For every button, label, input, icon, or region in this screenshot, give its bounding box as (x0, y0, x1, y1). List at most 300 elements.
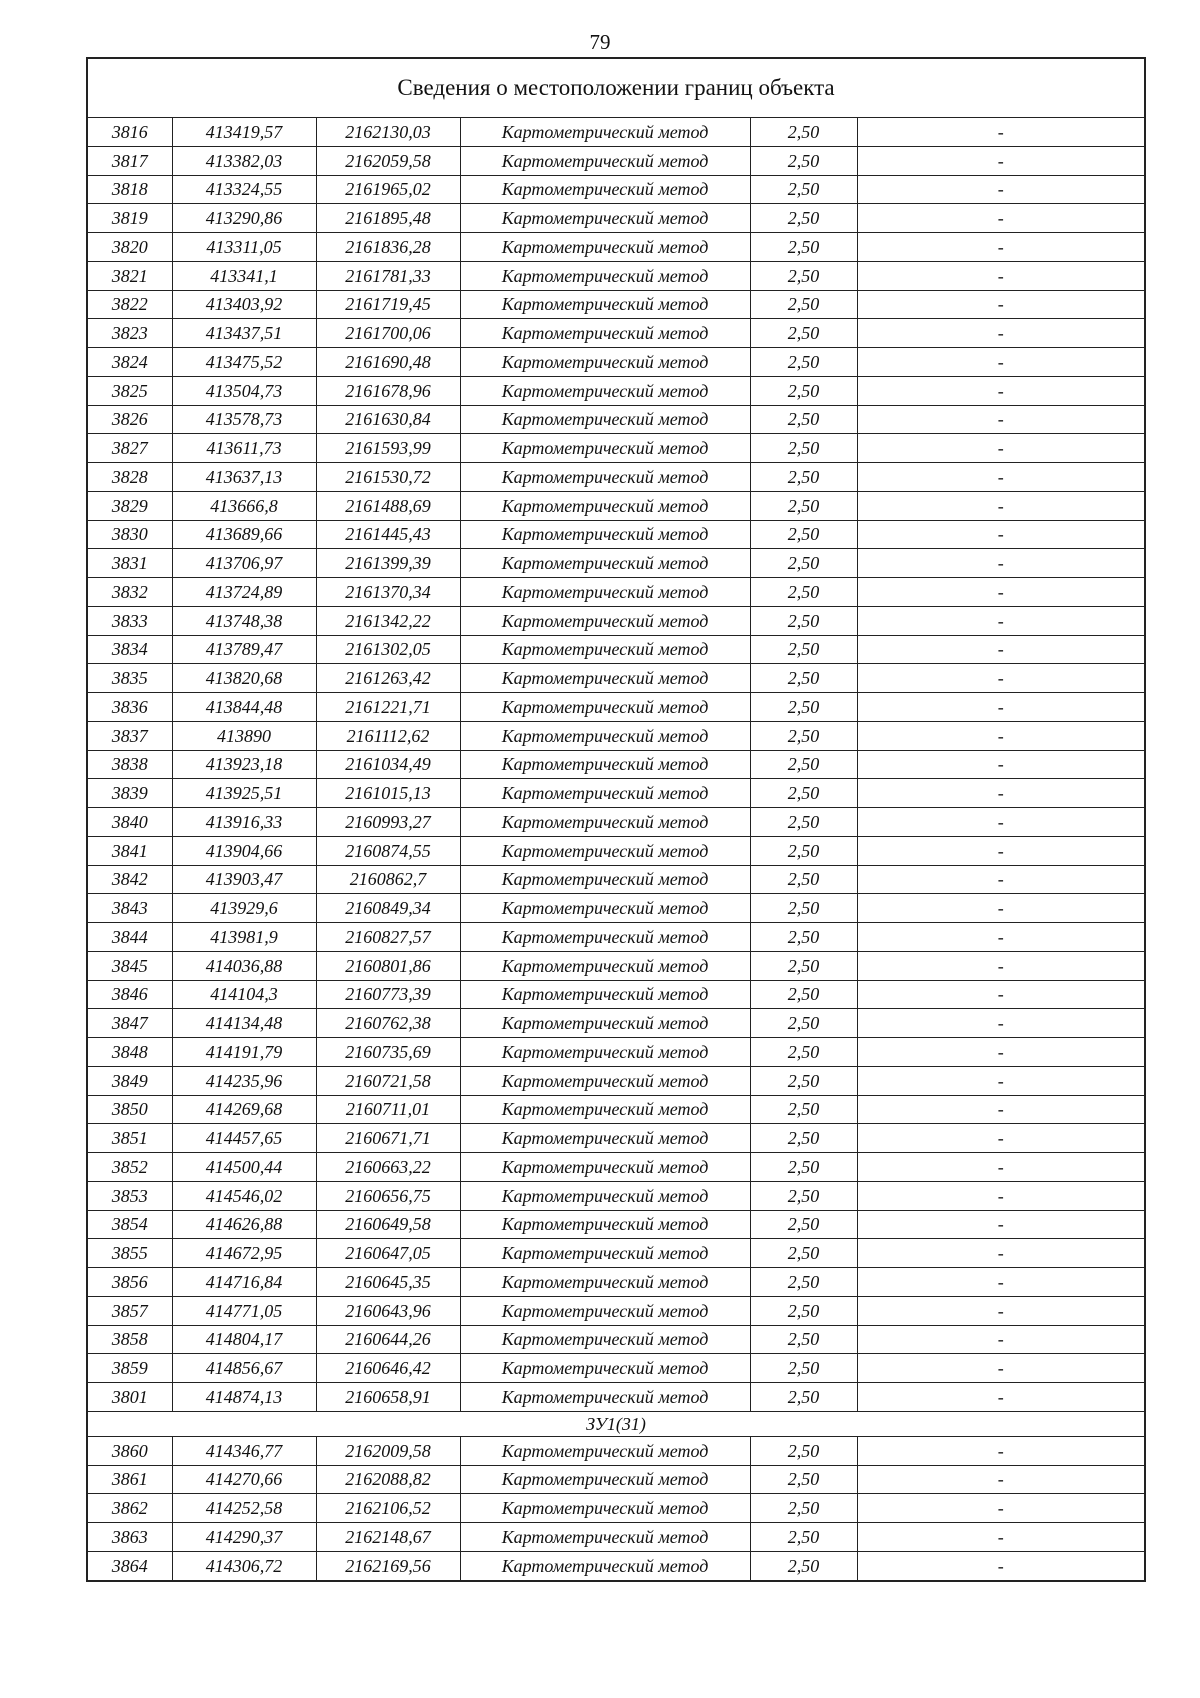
y-coordinate-cell: 2160645,35 (316, 1268, 460, 1297)
point-number-cell: 3816 (87, 118, 172, 147)
point-number-cell: 3831 (87, 549, 172, 578)
table-row (87, 146, 1145, 175)
accuracy-cell: 2,50 (750, 923, 857, 952)
x-coordinate-cell: 413890 (172, 721, 316, 750)
table-row (87, 951, 1145, 980)
y-coordinate-cell: 2162148,67 (316, 1523, 460, 1552)
point-number-cell: 3820 (87, 233, 172, 262)
description-cell: - (857, 1494, 1145, 1523)
y-coordinate-cell: 2160658,91 (316, 1383, 460, 1412)
point-number-cell: 3840 (87, 808, 172, 837)
method-cell: Картометрический метод (460, 980, 750, 1009)
description-cell: - (857, 750, 1145, 779)
y-coordinate-cell: 2160874,55 (316, 836, 460, 865)
accuracy-cell: 2,50 (750, 1296, 857, 1325)
description-cell: - (857, 808, 1145, 837)
point-number-cell: 3863 (87, 1523, 172, 1552)
accuracy-cell: 2,50 (750, 779, 857, 808)
x-coordinate-cell: 413903,47 (172, 865, 316, 894)
method-cell: Картометрический метод (460, 290, 750, 319)
point-number-cell: 3842 (87, 865, 172, 894)
y-coordinate-cell: 2161015,13 (316, 779, 460, 808)
table-row (87, 118, 1145, 147)
y-coordinate-cell: 2161370,34 (316, 578, 460, 607)
table-title: Сведения о местоположении границ объекта (87, 58, 1145, 118)
table-row (87, 491, 1145, 520)
table-row (87, 1239, 1145, 1268)
y-coordinate-cell: 2161399,39 (316, 549, 460, 578)
y-coordinate-cell: 2161488,69 (316, 491, 460, 520)
description-cell: - (857, 520, 1145, 549)
method-cell: Картометрический метод (460, 204, 750, 233)
point-number-cell: 3829 (87, 491, 172, 520)
description-cell: - (857, 1124, 1145, 1153)
method-cell: Картометрический метод (460, 808, 750, 837)
description-cell: - (857, 290, 1145, 319)
method-cell: Картометрический метод (460, 348, 750, 377)
table-row (87, 463, 1145, 492)
table-title-row (87, 58, 1145, 118)
table-row (87, 1296, 1145, 1325)
x-coordinate-cell: 413341,1 (172, 261, 316, 290)
point-number-cell: 3860 (87, 1436, 172, 1465)
table-row (87, 1523, 1145, 1552)
point-number-cell: 3826 (87, 405, 172, 434)
table-row (87, 635, 1145, 664)
point-number-cell: 3827 (87, 434, 172, 463)
y-coordinate-cell: 2162130,03 (316, 118, 460, 147)
table-row (87, 721, 1145, 750)
method-cell: Картометрический метод (460, 319, 750, 348)
y-coordinate-cell: 2162088,82 (316, 1465, 460, 1494)
table-row (87, 779, 1145, 808)
method-cell: Картометрический метод (460, 549, 750, 578)
accuracy-cell: 2,50 (750, 376, 857, 405)
accuracy-cell: 2,50 (750, 1009, 857, 1038)
description-cell: - (857, 146, 1145, 175)
table-row (87, 693, 1145, 722)
accuracy-cell: 2,50 (750, 261, 857, 290)
y-coordinate-cell: 2161445,43 (316, 520, 460, 549)
method-cell: Картометрический метод (460, 376, 750, 405)
accuracy-cell: 2,50 (750, 1325, 857, 1354)
point-number-cell: 3830 (87, 520, 172, 549)
x-coordinate-cell: 413929,6 (172, 894, 316, 923)
description-cell: - (857, 463, 1145, 492)
description-cell: - (857, 1009, 1145, 1038)
y-coordinate-cell: 2161895,48 (316, 204, 460, 233)
point-number-cell: 3835 (87, 664, 172, 693)
method-cell: Картометрический метод (460, 175, 750, 204)
method-cell: Картометрический метод (460, 1296, 750, 1325)
accuracy-cell: 2,50 (750, 463, 857, 492)
x-coordinate-cell: 414252,58 (172, 1494, 316, 1523)
y-coordinate-cell: 2162169,56 (316, 1551, 460, 1580)
point-number-cell: 3833 (87, 606, 172, 635)
x-coordinate-cell: 414626,88 (172, 1210, 316, 1239)
y-coordinate-cell: 2161034,49 (316, 750, 460, 779)
table-row (87, 520, 1145, 549)
method-cell: Картометрический метод (460, 606, 750, 635)
x-coordinate-cell: 414306,72 (172, 1551, 316, 1580)
y-coordinate-cell: 2160643,96 (316, 1296, 460, 1325)
accuracy-cell: 2,50 (750, 1494, 857, 1523)
y-coordinate-cell: 2160644,26 (316, 1325, 460, 1354)
point-number-cell: 3828 (87, 463, 172, 492)
x-coordinate-cell: 414716,84 (172, 1268, 316, 1297)
description-cell: - (857, 175, 1145, 204)
point-number-cell: 3819 (87, 204, 172, 233)
accuracy-cell: 2,50 (750, 348, 857, 377)
accuracy-cell: 2,50 (750, 520, 857, 549)
method-cell: Картометрический метод (460, 865, 750, 894)
table-row (87, 865, 1145, 894)
accuracy-cell: 2,50 (750, 1124, 857, 1153)
accuracy-cell: 2,50 (750, 1551, 857, 1580)
point-number-cell: 3853 (87, 1181, 172, 1210)
description-cell: - (857, 1181, 1145, 1210)
x-coordinate-cell: 414134,48 (172, 1009, 316, 1038)
point-number-cell: 3801 (87, 1383, 172, 1412)
description-cell: - (857, 1095, 1145, 1124)
accuracy-cell: 2,50 (750, 1038, 857, 1067)
x-coordinate-cell: 414269,68 (172, 1095, 316, 1124)
x-coordinate-cell: 413611,73 (172, 434, 316, 463)
point-number-cell: 3841 (87, 836, 172, 865)
description-cell: - (857, 779, 1145, 808)
method-cell: Картометрический метод (460, 1268, 750, 1297)
x-coordinate-cell: 413820,68 (172, 664, 316, 693)
accuracy-cell: 2,50 (750, 635, 857, 664)
table-row (87, 434, 1145, 463)
x-coordinate-cell: 413789,47 (172, 635, 316, 664)
x-coordinate-cell: 413706,97 (172, 549, 316, 578)
method-cell: Картометрический метод (460, 1436, 750, 1465)
y-coordinate-cell: 2161342,22 (316, 606, 460, 635)
description-cell: - (857, 836, 1145, 865)
accuracy-cell: 2,50 (750, 664, 857, 693)
y-coordinate-cell: 2160862,7 (316, 865, 460, 894)
table-row (87, 175, 1145, 204)
x-coordinate-cell: 413748,38 (172, 606, 316, 635)
x-coordinate-cell: 414036,88 (172, 951, 316, 980)
y-coordinate-cell: 2161700,06 (316, 319, 460, 348)
y-coordinate-cell: 2160663,22 (316, 1153, 460, 1182)
description-cell: - (857, 434, 1145, 463)
description-cell: - (857, 348, 1145, 377)
accuracy-cell: 2,50 (750, 1465, 857, 1494)
point-number-cell: 3856 (87, 1268, 172, 1297)
table-row (87, 1210, 1145, 1239)
accuracy-cell: 2,50 (750, 1181, 857, 1210)
x-coordinate-cell: 413437,51 (172, 319, 316, 348)
accuracy-cell: 2,50 (750, 175, 857, 204)
x-coordinate-cell: 414270,66 (172, 1465, 316, 1494)
y-coordinate-cell: 2161965,02 (316, 175, 460, 204)
description-cell: - (857, 1465, 1145, 1494)
accuracy-cell: 2,50 (750, 1268, 857, 1297)
description-cell: - (857, 491, 1145, 520)
table-row (87, 980, 1145, 1009)
table-row (87, 1009, 1145, 1038)
x-coordinate-cell: 413475,52 (172, 348, 316, 377)
point-number-cell: 3852 (87, 1153, 172, 1182)
x-coordinate-cell: 413504,73 (172, 376, 316, 405)
description-cell: - (857, 578, 1145, 607)
table-row (87, 1354, 1145, 1383)
method-cell: Картометрический метод (460, 1494, 750, 1523)
description-cell: - (857, 923, 1145, 952)
method-cell: Картометрический метод (460, 1210, 750, 1239)
table-row (87, 233, 1145, 262)
table-row (87, 808, 1145, 837)
method-cell: Картометрический метод (460, 1523, 750, 1552)
x-coordinate-cell: 414546,02 (172, 1181, 316, 1210)
description-cell: - (857, 894, 1145, 923)
description-cell: - (857, 261, 1145, 290)
y-coordinate-cell: 2160801,86 (316, 951, 460, 980)
method-cell: Картометрический метод (460, 434, 750, 463)
method-cell: Картометрический метод (460, 1095, 750, 1124)
y-coordinate-cell: 2161836,28 (316, 233, 460, 262)
accuracy-cell: 2,50 (750, 204, 857, 233)
description-cell: - (857, 549, 1145, 578)
x-coordinate-cell: 413290,86 (172, 204, 316, 233)
y-coordinate-cell: 2160993,27 (316, 808, 460, 837)
y-coordinate-cell: 2161530,72 (316, 463, 460, 492)
point-number-cell: 3834 (87, 635, 172, 664)
description-cell: - (857, 204, 1145, 233)
point-number-cell: 3838 (87, 750, 172, 779)
table-row (87, 894, 1145, 923)
y-coordinate-cell: 2161630,84 (316, 405, 460, 434)
point-number-cell: 3847 (87, 1009, 172, 1038)
description-cell: - (857, 1354, 1145, 1383)
x-coordinate-cell: 413923,18 (172, 750, 316, 779)
y-coordinate-cell: 2161112,62 (316, 721, 460, 750)
table-row (87, 1494, 1145, 1523)
method-cell: Картометрический метод (460, 836, 750, 865)
description-cell: - (857, 1239, 1145, 1268)
accuracy-cell: 2,50 (750, 951, 857, 980)
y-coordinate-cell: 2162106,52 (316, 1494, 460, 1523)
point-number-cell: 3857 (87, 1296, 172, 1325)
table-row (87, 1551, 1145, 1580)
description-cell: - (857, 1210, 1145, 1239)
method-cell: Картометрический метод (460, 463, 750, 492)
point-number-cell: 3864 (87, 1551, 172, 1580)
x-coordinate-cell: 413324,55 (172, 175, 316, 204)
x-coordinate-cell: 414290,37 (172, 1523, 316, 1552)
method-cell: Картометрический метод (460, 1009, 750, 1038)
description-cell: - (857, 1325, 1145, 1354)
point-number-cell: 3845 (87, 951, 172, 980)
accuracy-cell: 2,50 (750, 808, 857, 837)
method-cell: Картометрический метод (460, 233, 750, 262)
table-row (87, 1383, 1145, 1412)
description-cell: - (857, 319, 1145, 348)
table-row (87, 1153, 1145, 1182)
description-cell: - (857, 1383, 1145, 1412)
description-cell: - (857, 1523, 1145, 1552)
description-cell: - (857, 233, 1145, 262)
y-coordinate-cell: 2160762,38 (316, 1009, 460, 1038)
method-cell: Картометрический метод (460, 693, 750, 722)
accuracy-cell: 2,50 (750, 1153, 857, 1182)
y-coordinate-cell: 2161263,42 (316, 664, 460, 693)
section-label: ЗУ1(31) (87, 1411, 1145, 1436)
description-cell: - (857, 721, 1145, 750)
method-cell: Картометрический метод (460, 664, 750, 693)
table-row (87, 1124, 1145, 1153)
point-number-cell: 3825 (87, 376, 172, 405)
table-row (87, 1066, 1145, 1095)
method-cell: Картометрический метод (460, 520, 750, 549)
accuracy-cell: 2,50 (750, 1354, 857, 1383)
point-number-cell: 3858 (87, 1325, 172, 1354)
table-row (87, 319, 1145, 348)
x-coordinate-cell: 413666,8 (172, 491, 316, 520)
accuracy-cell: 2,50 (750, 118, 857, 147)
table-row (87, 348, 1145, 377)
method-cell: Картометрический метод (460, 405, 750, 434)
y-coordinate-cell: 2161678,96 (316, 376, 460, 405)
method-cell: Картометрический метод (460, 1124, 750, 1153)
y-coordinate-cell: 2160656,75 (316, 1181, 460, 1210)
point-number-cell: 3843 (87, 894, 172, 923)
method-cell: Картометрический метод (460, 118, 750, 147)
description-cell: - (857, 1436, 1145, 1465)
method-cell: Картометрический метод (460, 1383, 750, 1412)
accuracy-cell: 2,50 (750, 1436, 857, 1465)
boundary-coordinates-table (86, 57, 1146, 1582)
x-coordinate-cell: 414346,77 (172, 1436, 316, 1465)
table-row (87, 376, 1145, 405)
accuracy-cell: 2,50 (750, 750, 857, 779)
description-cell: - (857, 1153, 1145, 1182)
accuracy-cell: 2,50 (750, 434, 857, 463)
x-coordinate-cell: 414856,67 (172, 1354, 316, 1383)
accuracy-cell: 2,50 (750, 319, 857, 348)
x-coordinate-cell: 414771,05 (172, 1296, 316, 1325)
x-coordinate-cell: 413382,03 (172, 146, 316, 175)
x-coordinate-cell: 413844,48 (172, 693, 316, 722)
point-number-cell: 3844 (87, 923, 172, 952)
point-number-cell: 3849 (87, 1066, 172, 1095)
method-cell: Картометрический метод (460, 1038, 750, 1067)
accuracy-cell: 2,50 (750, 693, 857, 722)
accuracy-cell: 2,50 (750, 491, 857, 520)
description-cell: - (857, 635, 1145, 664)
method-cell: Картометрический метод (460, 750, 750, 779)
x-coordinate-cell: 414500,44 (172, 1153, 316, 1182)
point-number-cell: 3821 (87, 261, 172, 290)
point-number-cell: 3855 (87, 1239, 172, 1268)
description-cell: - (857, 664, 1145, 693)
method-cell: Картометрический метод (460, 1551, 750, 1580)
accuracy-cell: 2,50 (750, 721, 857, 750)
description-cell: - (857, 951, 1145, 980)
y-coordinate-cell: 2160735,69 (316, 1038, 460, 1067)
description-cell: - (857, 693, 1145, 722)
x-coordinate-cell: 413689,66 (172, 520, 316, 549)
table-row (87, 1095, 1145, 1124)
description-cell: - (857, 376, 1145, 405)
table-row (87, 578, 1145, 607)
accuracy-cell: 2,50 (750, 1066, 857, 1095)
table-row (87, 750, 1145, 779)
table-row (87, 261, 1145, 290)
x-coordinate-cell: 414235,96 (172, 1066, 316, 1095)
method-cell: Картометрический метод (460, 779, 750, 808)
x-coordinate-cell: 413904,66 (172, 836, 316, 865)
accuracy-cell: 2,50 (750, 1383, 857, 1412)
method-cell: Картометрический метод (460, 635, 750, 664)
method-cell: Картометрический метод (460, 1239, 750, 1268)
x-coordinate-cell: 414672,95 (172, 1239, 316, 1268)
point-number-cell: 3818 (87, 175, 172, 204)
y-coordinate-cell: 2161690,48 (316, 348, 460, 377)
description-cell: - (857, 980, 1145, 1009)
description-cell: - (857, 1296, 1145, 1325)
method-cell: Картометрический метод (460, 261, 750, 290)
y-coordinate-cell: 2160646,42 (316, 1354, 460, 1383)
x-coordinate-cell: 413981,9 (172, 923, 316, 952)
table-row (87, 1465, 1145, 1494)
accuracy-cell: 2,50 (750, 836, 857, 865)
y-coordinate-cell: 2161719,45 (316, 290, 460, 319)
table-row (87, 923, 1145, 952)
description-cell: - (857, 606, 1145, 635)
point-number-cell: 3859 (87, 1354, 172, 1383)
point-number-cell: 3850 (87, 1095, 172, 1124)
point-number-cell: 3824 (87, 348, 172, 377)
table-row (87, 1436, 1145, 1465)
x-coordinate-cell: 414104,3 (172, 980, 316, 1009)
accuracy-cell: 2,50 (750, 549, 857, 578)
accuracy-cell: 2,50 (750, 290, 857, 319)
table-body (87, 118, 1145, 1581)
method-cell: Картометрический метод (460, 951, 750, 980)
point-number-cell: 3839 (87, 779, 172, 808)
y-coordinate-cell: 2160647,05 (316, 1239, 460, 1268)
point-number-cell: 3817 (87, 146, 172, 175)
x-coordinate-cell: 413916,33 (172, 808, 316, 837)
method-cell: Картометрический метод (460, 894, 750, 923)
point-number-cell: 3832 (87, 578, 172, 607)
method-cell: Картометрический метод (460, 1354, 750, 1383)
method-cell: Картометрический метод (460, 491, 750, 520)
method-cell: Картометрический метод (460, 721, 750, 750)
table-row (87, 664, 1145, 693)
accuracy-cell: 2,50 (750, 894, 857, 923)
accuracy-cell: 2,50 (750, 865, 857, 894)
point-number-cell: 3823 (87, 319, 172, 348)
point-number-cell: 3822 (87, 290, 172, 319)
point-number-cell: 3837 (87, 721, 172, 750)
table-row (87, 405, 1145, 434)
x-coordinate-cell: 413637,13 (172, 463, 316, 492)
accuracy-cell: 2,50 (750, 1523, 857, 1552)
y-coordinate-cell: 2161221,71 (316, 693, 460, 722)
y-coordinate-cell: 2160711,01 (316, 1095, 460, 1124)
x-coordinate-cell: 413925,51 (172, 779, 316, 808)
point-number-cell: 3836 (87, 693, 172, 722)
point-number-cell: 3861 (87, 1465, 172, 1494)
description-cell: - (857, 865, 1145, 894)
x-coordinate-cell: 413403,92 (172, 290, 316, 319)
section-row (87, 1411, 1145, 1436)
